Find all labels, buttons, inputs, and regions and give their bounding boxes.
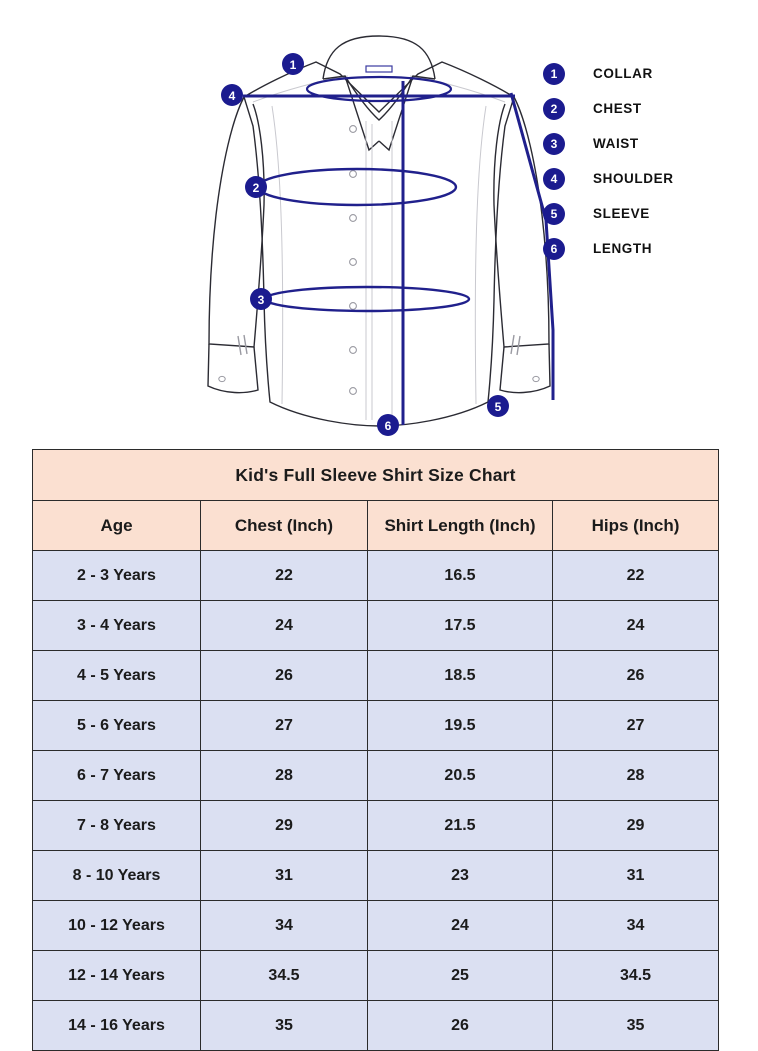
legend-label-length: LENGTH	[593, 241, 653, 256]
left-cuff-button	[219, 376, 225, 381]
svg-text:1: 1	[289, 58, 297, 72]
legend-item-chest	[543, 91, 743, 126]
cell-shirt-length: 24	[368, 901, 553, 951]
cell-shirt-length: 18.5	[368, 651, 553, 701]
cell-age: 4 - 5 Years	[33, 651, 201, 701]
table-title-row	[33, 450, 719, 501]
cell-hips: 28	[553, 751, 719, 801]
cell-hips: 34	[553, 901, 719, 951]
cell-shirt-length: 26	[368, 1001, 553, 1051]
cell-chest: 24	[201, 601, 368, 651]
cell-age: 6 - 7 Years	[33, 751, 201, 801]
legend-badge-1: 1	[543, 63, 565, 85]
legend-label-collar: COLLAR	[593, 66, 653, 81]
column-header-shirt-length: Shirt Length (Inch)	[368, 501, 553, 551]
cell-hips: 29	[553, 801, 719, 851]
cell-chest: 28	[201, 751, 368, 801]
cell-age: 14 - 16 Years	[33, 1001, 201, 1051]
shirt-illustration	[0, 0, 758, 447]
cell-age: 5 - 6 Years	[33, 701, 201, 751]
table-row	[33, 701, 719, 751]
cell-chest: 22	[201, 551, 368, 601]
cell-age: 2 - 3 Years	[33, 551, 201, 601]
cell-chest: 34.5	[201, 951, 368, 1001]
table-row	[33, 901, 719, 951]
legend-badge-4: 4	[543, 168, 565, 190]
cell-age: 7 - 8 Years	[33, 801, 201, 851]
table-row	[33, 1001, 719, 1051]
cell-hips: 27	[553, 701, 719, 751]
placket-buttons	[350, 126, 357, 395]
legend-label-chest: CHEST	[593, 101, 642, 116]
cell-hips: 22	[553, 551, 719, 601]
svg-text:5: 5	[494, 400, 502, 414]
column-header-hips: Hips (Inch)	[553, 501, 719, 551]
table-row	[33, 851, 719, 901]
table-row	[33, 601, 719, 651]
right-cuff-button	[533, 376, 539, 381]
table-row	[33, 651, 719, 701]
cell-chest: 35	[201, 1001, 368, 1051]
cell-shirt-length: 25	[368, 951, 553, 1001]
svg-text:3: 3	[257, 293, 265, 307]
legend-badge-5: 5	[543, 203, 565, 225]
cell-shirt-length: 17.5	[368, 601, 553, 651]
legend-item-length	[543, 231, 743, 266]
diagram-marker-5	[487, 395, 509, 417]
diagram-marker-1	[282, 53, 304, 75]
cell-hips: 26	[553, 651, 719, 701]
cell-chest: 26	[201, 651, 368, 701]
cell-age: 3 - 4 Years	[33, 601, 201, 651]
cell-age: 12 - 14 Years	[33, 951, 201, 1001]
table-row	[33, 951, 719, 1001]
waist-measure-line	[265, 287, 469, 311]
legend-item-collar	[543, 56, 743, 91]
size-chart-table	[32, 449, 719, 1051]
diagram-marker-3	[250, 288, 272, 310]
legend-label-sleeve: SLEEVE	[593, 206, 650, 221]
cell-hips: 35	[553, 1001, 719, 1051]
legend-badge-6: 6	[543, 238, 565, 260]
measurement-legend	[543, 56, 743, 266]
shirt-inner-seams	[253, 76, 505, 404]
svg-text:6: 6	[384, 419, 392, 433]
legend-item-sleeve	[543, 196, 743, 231]
table-row	[33, 801, 719, 851]
legend-label-waist: WAIST	[593, 136, 639, 151]
shirt-collar	[323, 36, 435, 150]
legend-badge-3: 3	[543, 133, 565, 155]
diagram-marker-6	[377, 414, 399, 436]
cell-hips: 34.5	[553, 951, 719, 1001]
front-placket	[366, 121, 392, 420]
right-sleeve	[494, 97, 550, 393]
left-sleeve	[208, 97, 264, 393]
shirt-body-outline	[244, 62, 514, 426]
table-row	[33, 751, 719, 801]
cell-chest: 34	[201, 901, 368, 951]
table-header-row	[33, 501, 719, 551]
svg-text:2: 2	[252, 181, 260, 195]
legend-item-waist	[543, 126, 743, 161]
svg-text:4: 4	[228, 89, 236, 103]
collar-band-tab	[366, 66, 392, 72]
cell-chest: 29	[201, 801, 368, 851]
column-header-age: Age	[33, 501, 201, 551]
column-header-chest: Chest (Inch)	[201, 501, 368, 551]
cell-chest: 27	[201, 701, 368, 751]
legend-item-shoulder	[543, 161, 743, 196]
cell-hips: 24	[553, 601, 719, 651]
cell-shirt-length: 23	[368, 851, 553, 901]
chest-measure-line	[258, 169, 456, 205]
size-chart-table-container	[32, 449, 718, 1051]
diagram-marker-4	[221, 84, 243, 106]
cell-shirt-length: 20.5	[368, 751, 553, 801]
cell-shirt-length: 19.5	[368, 701, 553, 751]
cell-shirt-length: 21.5	[368, 801, 553, 851]
cell-shirt-length: 16.5	[368, 551, 553, 601]
diagram-marker-2	[245, 176, 267, 198]
table-row	[33, 551, 719, 601]
cell-hips: 31	[553, 851, 719, 901]
legend-label-shoulder: SHOULDER	[593, 171, 674, 186]
cell-age: 8 - 10 Years	[33, 851, 201, 901]
cell-age: 10 - 12 Years	[33, 901, 201, 951]
cell-chest: 31	[201, 851, 368, 901]
legend-badge-2: 2	[543, 98, 565, 120]
page-title: Kid's Full Sleeve Shirt Size Chart	[33, 450, 719, 501]
